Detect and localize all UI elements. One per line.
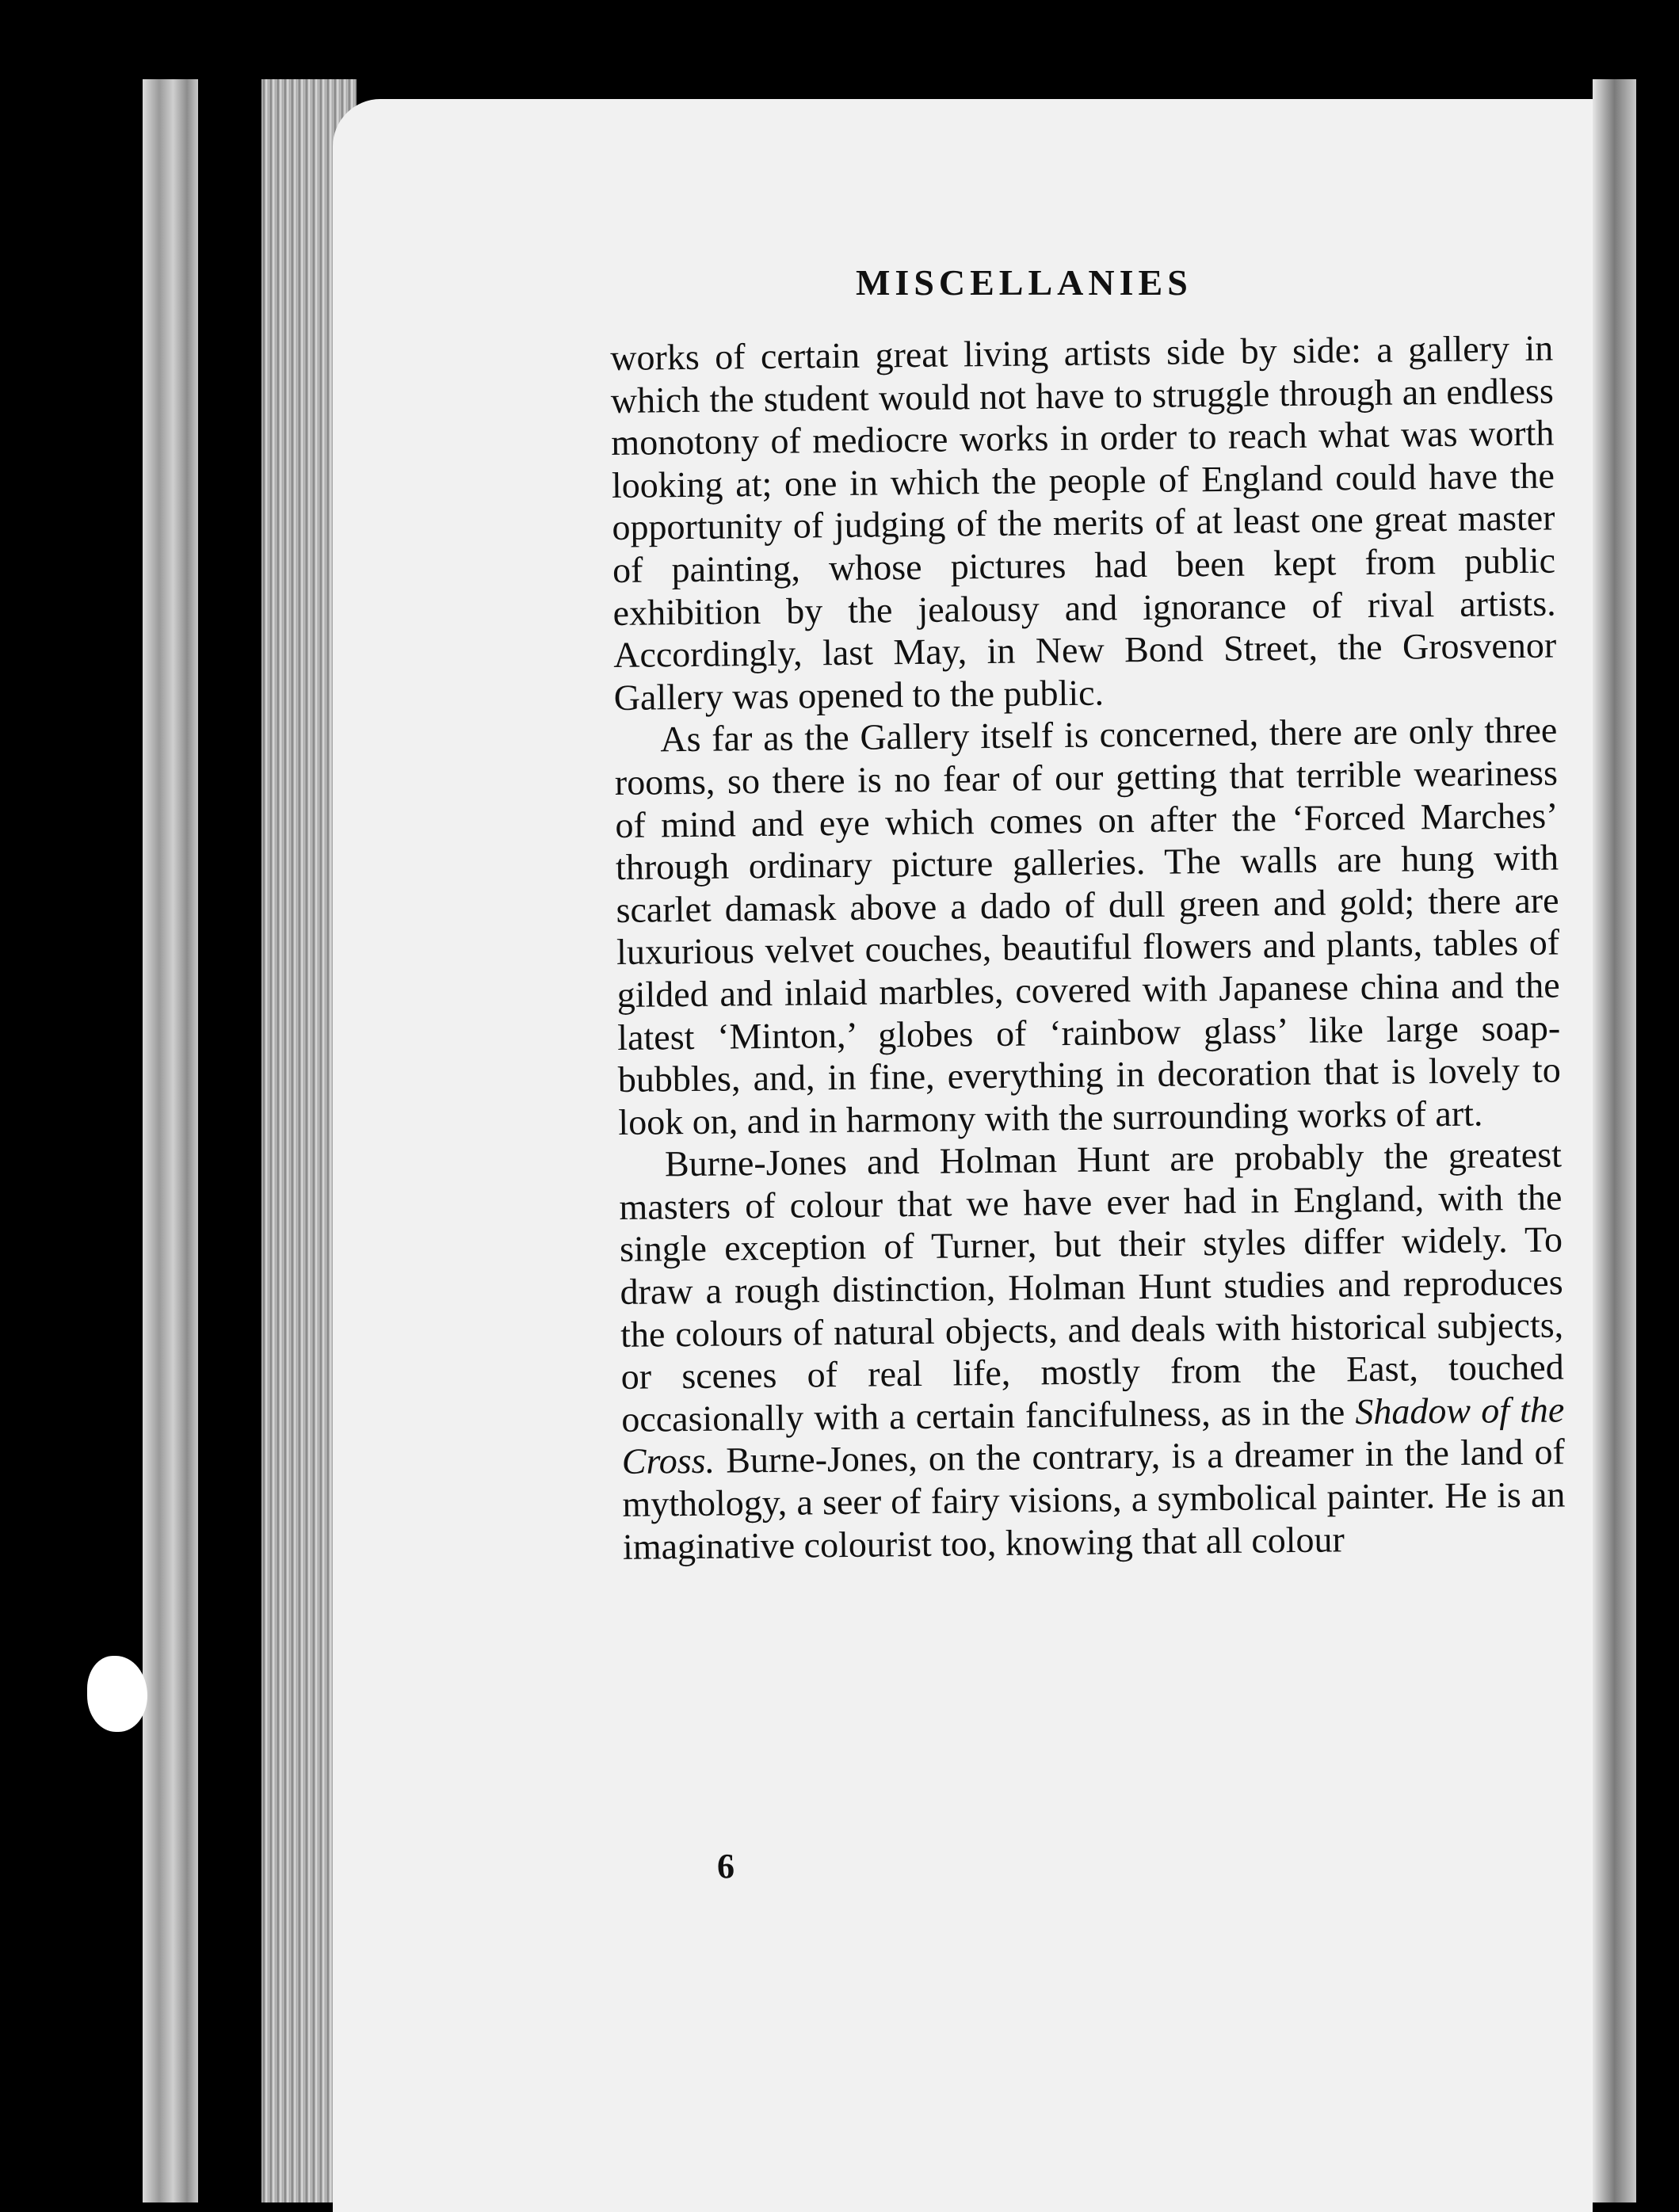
paragraph-3-text-a: Burne-Jones and Holman Hunt are probably the greatest masters of colour that we have ever had in England, with the single exception of Turner, but their styles differ widely. To draw a rough distinction, Holman Hunt studies and reproduces the colours of natural objects, and deals with historical subjects, or scenes of real life, mostly from the East, touched occasionally with a certain fancifulness, as in the [619,1134,1564,1440]
running-head: MISCELLANIES [856,262,1192,303]
paper-hole-mark [87,1656,147,1732]
body-text [610,327,1566,1569]
page-number: 6 [717,1847,735,1886]
book-right-edge [1593,79,1636,2202]
paragraph-3-text-b: Burne-Jones, on the contrary, is a dreamer in the land of mythology, a seer of fairy visions, a symbolical painter. He is an imaginative colourist too, knowing that all colour [622,1431,1566,1567]
paragraph-3 [619,1134,1566,1568]
book-spine-edge [143,79,198,2202]
italic-title: Shadow of the Cross. [621,1389,1565,1482]
paragraph-2: As far as the Gallery itself is concerned, there are only three rooms, so there is no fear of our getting that terrible weariness of mind and eye which comes on after the ‘Forced Marches’ through ordinary picture galleries. The walls are hung with scarlet damask above a dado of dull green and gold; there are luxurious velvet couches, beautiful flowers and plants, tables of gilded and inlaid marbles, covered with Japanese china and the latest ‘Minton,’ globes of ‘rainbow glass’ like large soap-bubbles, and, in fine, everything in decoration that is lovely to look on, and in harmony with the surrounding works of art. [614,709,1562,1142]
paragraph-1: works of certain great living artists side by side: a gallery in which the student would not have to struggle through an endless monotony of mediocre works in order to reach what was worth looking at; one in which the people of England could have the opportunity of judging of the merits of at least one great master of painting, whose pictures had been kept from public exhibition by the jealousy and ignorance of rival artists. Accordingly, last May, in New Bond Street, the Grosvenor Gallery was opened to the public. [610,327,1557,718]
